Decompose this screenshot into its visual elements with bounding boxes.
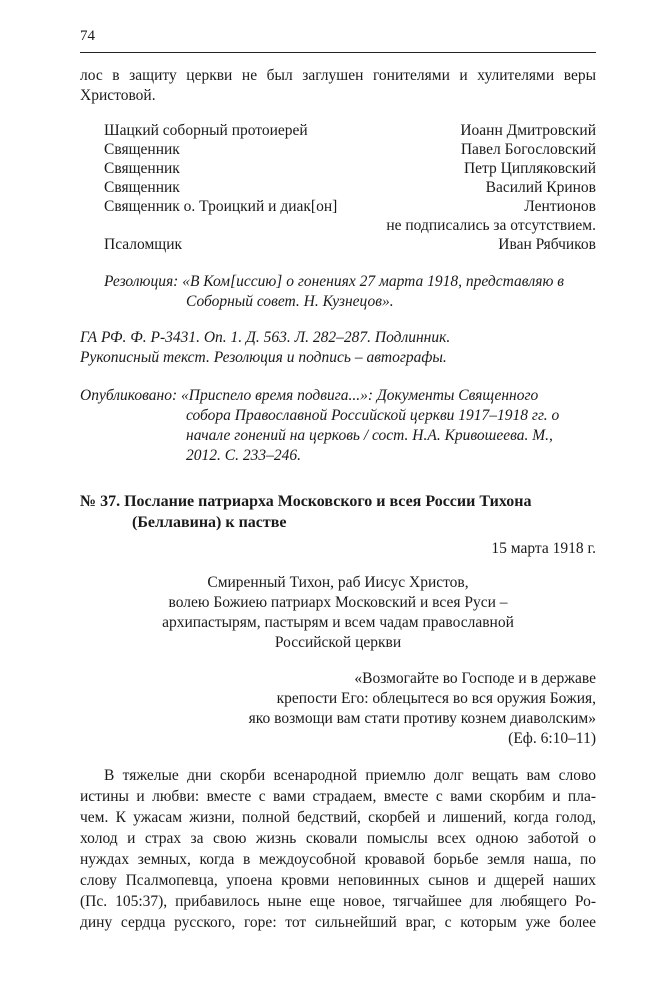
- body-line: нуждах земных, когда в междоусобной кровавой борьбе земля наша, по: [80, 851, 596, 868]
- address-line: Российской церкви: [274, 634, 402, 651]
- header-rule: [80, 52, 596, 53]
- address-line: архипастырям, пастырям и всем чадам православной: [162, 614, 514, 631]
- resolution-line-2: Соборный совет. Н. Кузнецов».: [186, 293, 394, 310]
- body-line: дину сердца русского, горе: тот сильнейший враг, с которым уже более: [80, 914, 596, 931]
- body-line: холод и страх за свою жизнь сковали помыслы всех одною заботой о: [80, 830, 596, 847]
- body-line: слову Псалмопевца, упоена кровми неповинных сынов и дщерей наших: [80, 872, 596, 889]
- archive-line-2: Рукописный текст. Резолюция и подпись – автографы.: [80, 349, 447, 366]
- epigraph-citation: (Еф. 6:10–11): [508, 730, 596, 747]
- body-line: (Пс. 105:37), прибавилось ныне еще новое, тягчайшее для любящего Ро-: [80, 893, 596, 910]
- address-line: Смиренный Тихон, раб Иисус Христов,: [207, 574, 469, 591]
- signature-name: Павел Богословский: [460, 141, 596, 158]
- document-date: 15 марта 1918 г.: [491, 540, 596, 557]
- signature-role: Священник: [104, 179, 180, 196]
- intro-line-1: лос в защиту церкви не был заглушен гонителями и хулителями веры: [80, 67, 596, 84]
- resolution-line-1: Резолюция: «В Ком[иссию] о гонениях 27 марта 1918, представляю в: [104, 273, 564, 290]
- epigraph-line: «Возмогайте во Господе и в державе: [354, 670, 596, 687]
- signature-role: Псаломщик: [104, 236, 183, 253]
- published-line-3: начале гонений на церковь / сост. Н.А. Кривошеева. М.,: [186, 427, 553, 444]
- signature-role: Священник: [104, 160, 180, 177]
- intro-line-2: Христовой.: [80, 87, 156, 104]
- published-line-1: Опубликовано: «Приспело время подвига...»: Документы Священного: [80, 387, 539, 404]
- document-heading-line-1: № 37. Послание патриарха Московского и всея России Тихона: [80, 493, 532, 510]
- page-number: 74: [80, 28, 95, 44]
- signature-role: Шацкий соборный протоиерей: [104, 122, 308, 139]
- signature-name: Петр Ципляковский: [463, 160, 596, 177]
- published-line-2: собора Православной Российской церкви 1917–1918 гг. о: [186, 407, 560, 424]
- signature-name: Иван Рябчиков: [498, 236, 596, 253]
- signature-role: Священник: [104, 141, 180, 158]
- signature-role: Священник о. Троицкий и диак[он]: [104, 198, 338, 215]
- body-line: В тяжелые дни скорби всенародной приемлю долг вещать вам слово: [104, 767, 596, 784]
- body-line: истины и любви: вместе с вами страдаем, вместе с вами скорбим и пла-: [80, 788, 596, 805]
- signature-name: Иоанн Дмитровский: [460, 122, 596, 139]
- epigraph-line: крепости Его: облецытеся во вся оружия Божия,: [276, 690, 596, 707]
- document-heading-line-2: (Беллавина) к пастве: [132, 514, 287, 531]
- archive-line-1: ГА РФ. Ф. Р-3431. Оп. 1. Д. 563. Л. 282–287. Подлинник.: [80, 329, 451, 346]
- address-line: волею Божиею патриарх Московский и всея Руси –: [168, 594, 508, 611]
- epigraph-line: яко возмощи вам стати противу кознем диаволским»: [248, 710, 596, 727]
- body-line: чем. К ужасам жизни, полной бедствий, скорбей и лишений, когда голод,: [80, 809, 596, 826]
- signature-note: не подписались за отсутствием.: [386, 217, 596, 234]
- published-line-4: 2012. С. 233–246.: [186, 447, 301, 464]
- signature-name: Василий Кринов: [485, 179, 596, 196]
- signature-name: Лентионов: [524, 198, 596, 215]
